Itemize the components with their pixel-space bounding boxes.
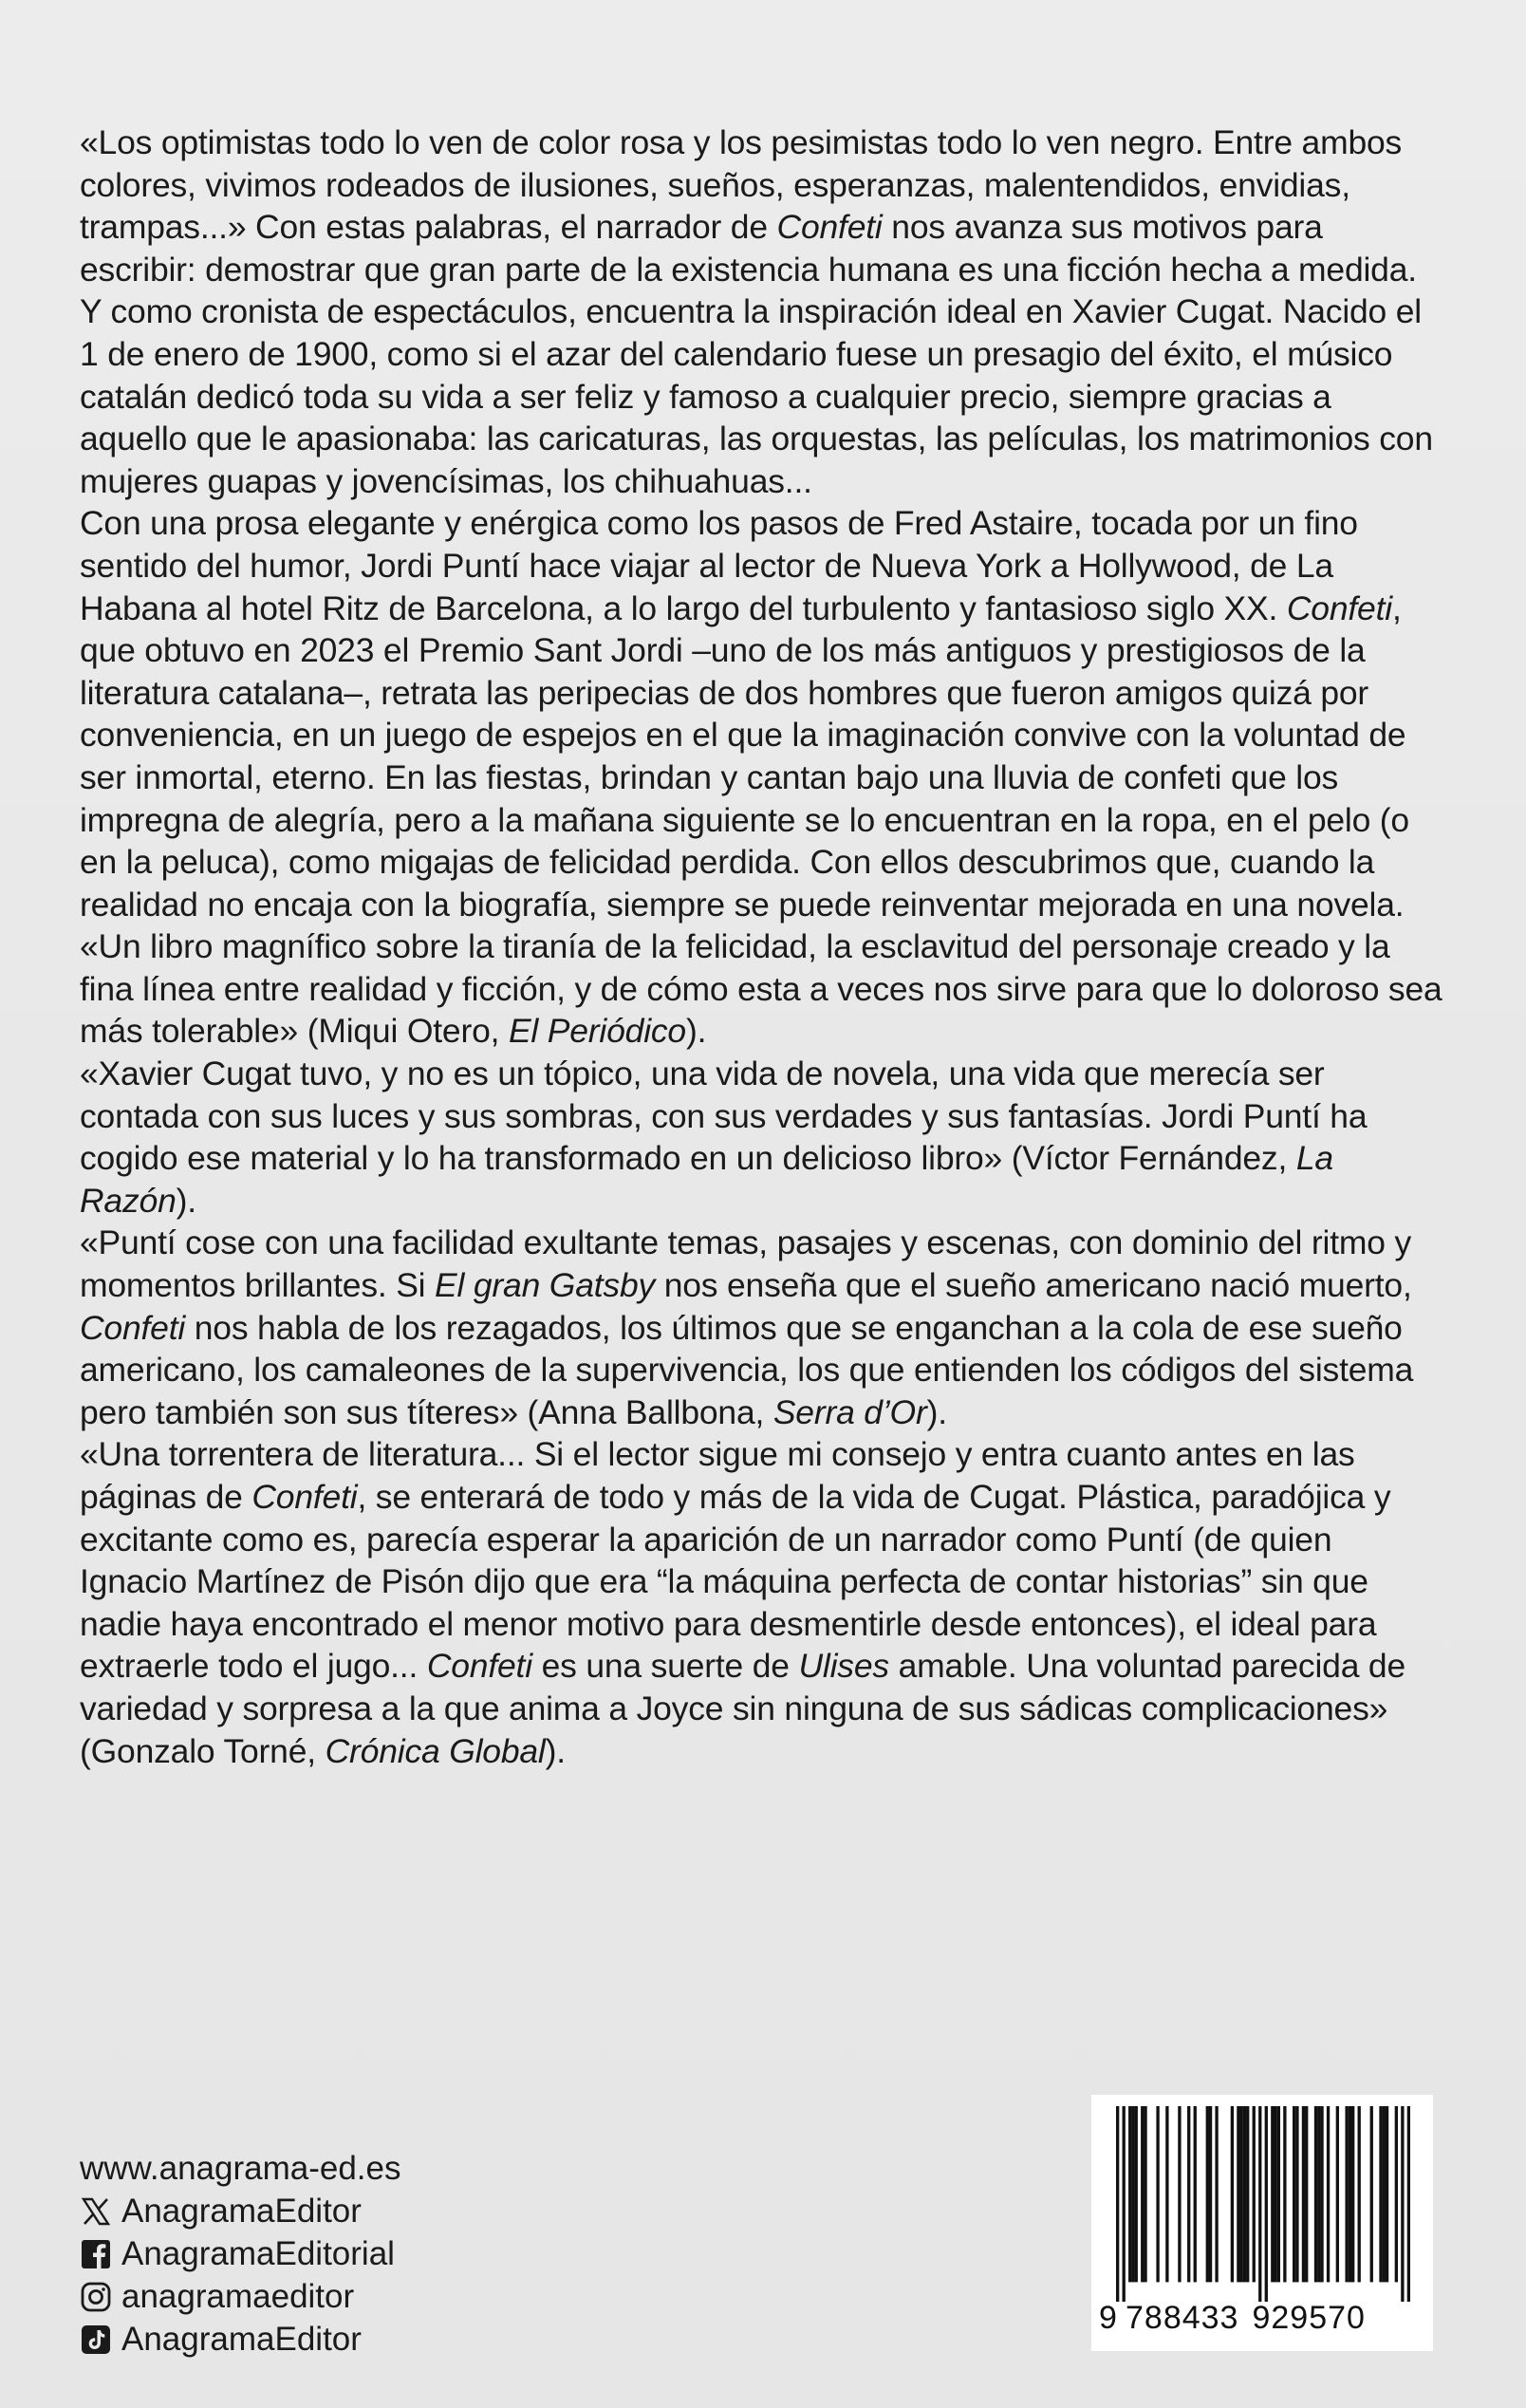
barcode-bar <box>1314 2106 1317 2282</box>
synopsis-paragraph-2: Con una prosa elegante y enérgica como los pasos de Fred Astaire, tocada por un fino sentido del humor, Jordi Puntí hace viajar al lector de Nueva York a Hollywood, de La Habana al hotel Ritz de Barcelona, a lo largo del turbulento y fantasioso siglo XX. Confeti, que obtuvo en 2023 el Premio Sant Jordi –uno de los más antiguos y prestigiosos de la literatura catalana–, retrata las peripecias de dos hombres que fueron amigos quizá por conveniencia, en un juego de espejos en el que la imaginación convive con la voluntad de ser inmortal, eterno. En las fiestas, brindan y cantan bajo una lluvia de confeti que los impregna de alegría, pero a la mañana siguiente se lo encuentran en la ropa, en el pelo (o en la peluca), como migajas de felicidad perdida. Con ellos descubrimos que, cuando la realidad no encaja con la biografía, siempre se puede reinventar mejorada en una novela. <box>80 504 1409 924</box>
barcode-bar <box>1358 2106 1361 2282</box>
barcode-bar <box>1336 2106 1339 2282</box>
x-account[interactable] <box>80 2190 401 2232</box>
review-quote-fernandez: «Xavier Cugat tuvo, y no es un tópico, una vida de novela, una vida que merecía ser contada con sus luces y sus sombras, con sus verdades y sus fantasías. Jordi Puntí ha cogido ese material y lo ha transformado en un delicioso libro» (Víctor Fernández, La Razón). <box>80 1055 1368 1220</box>
instagram-icon <box>80 2281 112 2313</box>
barcode-bar <box>1209 2106 1212 2282</box>
barcode-bar <box>1258 2106 1261 2302</box>
barcode-bar <box>1383 2106 1386 2282</box>
barcode-bar <box>1141 2106 1144 2282</box>
barcode-bar <box>1379 2106 1382 2282</box>
tiktok-account[interactable] <box>80 2318 401 2361</box>
barcode-bar <box>1349 2106 1351 2282</box>
instagram-handle[interactable]: anagramaeditor <box>121 2278 355 2315</box>
barcode-bar <box>1253 2106 1256 2282</box>
barcode-bar <box>1246 2106 1249 2282</box>
barcode-bar <box>1274 2106 1276 2282</box>
italic-title: Confeti <box>80 1308 186 1347</box>
barcode-bar <box>1407 2106 1410 2302</box>
barcode-bar <box>1370 2106 1373 2282</box>
italic-title: Confeti <box>1286 588 1392 627</box>
barcode-bar <box>1302 2106 1305 2282</box>
barcode-bar <box>1305 2106 1308 2282</box>
barcode-bar <box>1215 2106 1218 2282</box>
barcode-bar <box>1240 2106 1243 2282</box>
barcode-bar <box>1283 2106 1286 2282</box>
publisher-contacts <box>80 2147 401 2361</box>
barcode-bar <box>1178 2106 1181 2282</box>
tiktok-icon <box>80 2324 112 2356</box>
barcode-bar <box>1116 2106 1119 2302</box>
barcode-bar <box>1135 2106 1138 2282</box>
barcode-bar <box>1265 2106 1268 2302</box>
barcode-bar <box>1271 2106 1274 2282</box>
barcode-bar <box>1277 2106 1280 2282</box>
italic-title: El gran Gatsby <box>435 1266 656 1305</box>
facebook-handle[interactable]: AnagramaEditorial <box>121 2235 395 2272</box>
barcode-bar <box>1156 2106 1159 2282</box>
italic-title: Crónica Global <box>325 1731 546 1770</box>
website-link[interactable] <box>80 2147 401 2190</box>
barcode-bar <box>1131 2106 1134 2282</box>
barcode-bar <box>1327 2106 1330 2282</box>
barcode-bar <box>1320 2106 1323 2282</box>
website-url[interactable]: www.anagrama-ed.es <box>80 2150 401 2187</box>
barcode-bar <box>1395 2106 1398 2282</box>
barcode-bar <box>1351 2106 1354 2282</box>
barcode-bar <box>1165 2106 1168 2282</box>
barcode-bars <box>1116 2106 1410 2302</box>
barcode-bar <box>1144 2106 1146 2282</box>
italic-title: Confeti <box>251 1478 358 1516</box>
facebook-account[interactable] <box>80 2232 401 2275</box>
barcode-bar <box>1187 2106 1190 2282</box>
isbn-right-digits: 929570 <box>1252 2300 1366 2336</box>
review-quote-otero: «Un libro magnífico sobre la tiranía de la felicidad, la esclavitud del personaje creado y la fina línea entre realidad y ficción, y de cómo esta a veces nos sirve para que lo doloroso sea más tolerable» (Miqui Otero, El Periódico). <box>80 927 1442 1051</box>
barcode-bar <box>1128 2106 1131 2282</box>
italic-title: Confeti <box>426 1647 532 1686</box>
barcode-bar <box>1231 2106 1234 2282</box>
x-logo-icon <box>80 2195 112 2228</box>
barcode-bar <box>1206 2106 1209 2282</box>
italic-title: Ulises <box>798 1647 889 1686</box>
isbn-left-digits: 788433 <box>1126 2300 1239 2336</box>
barcode-bar <box>1194 2106 1197 2282</box>
review-quote-torne: «Una torrentera de literatura... Si el lector sigue mi consejo y entra cuanto antes en las páginas de Confeti, se enterará de todo y más de la vida de Cugat. Plástica, paradójica y excitante como es, parecía esperar la aparición de un narrador como Puntí (de quien Ignacio Martínez de Pisón dijo que era “la máquina perfecta de contar historias” sin que nadie haya encontrado el menor motivo para desmentirle desde entonces), el ideal para extraerle todo el jugo... Confeti es una suerte de Ulises amable. Una voluntad parecida de variedad y sorpresa a la que anima a Joyce sin ninguna de sus sádicas complicaciones» (Gonzalo Torné, Crónica Global). <box>80 1435 1405 1770</box>
synopsis-paragraph-1: «Los optimistas todo lo ven de color rosa y los pesimistas todo lo ven negro. Entre ambos colores, vivimos rodeados de ilusiones, sueños, esperanzas, malentendidos, envidias, trampas...» Con estas palabras, el narrador de Confeti nos avanza sus motivos para escribir: demostrar que gran parte de la existencia humana es una ficción hecha a medida. Y como cronista de espectáculos, encuentra la inspiración ideal en Xavier Cugat. Nacido el 1 de enero de 1900, como si el azar del calendario fuese un presagio del éxito, el músico catalán dedicó toda su vida a ser feliz y famoso a cualquier precio, siempre gracias a aquello que le apasionaba: las caricaturas, las orquestas, las películas, los matrimonios con mujeres guapas y jovencísimas, los chihuahuas... <box>80 123 1433 500</box>
barcode-bar <box>1123 2106 1126 2302</box>
barcode-bar <box>1401 2106 1404 2302</box>
italic-title: El Periódico <box>508 1012 686 1051</box>
barcode-bar <box>1317 2106 1320 2282</box>
book-blurb <box>80 121 1446 1772</box>
barcode-bar <box>1293 2106 1295 2282</box>
review-quote-ballbona: «Puntí cose con una facilidad exultante temas, pasajes y escenas, con dominio del ritmo y momentos brillantes. Si El gran Gatsby nos enseña que el sueño americano nació muerto, Confeti nos habla de los rezagados, los últimos que se enganchan a la cola de ese sueño americano, los camaleones de la supervivencia, los que entienden los códigos del sistema pero también son sus títeres» (Anna Ballbona, Serra d’Or). <box>80 1223 1414 1431</box>
barcode-bar <box>1295 2106 1298 2282</box>
barcode-bar <box>1345 2106 1348 2282</box>
x-handle[interactable]: AnagramaEditor <box>121 2193 362 2230</box>
instagram-account[interactable] <box>80 2275 401 2318</box>
facebook-icon <box>80 2238 112 2270</box>
italic-title: Serra d’Or <box>772 1392 927 1431</box>
barcode-bar <box>1386 2106 1388 2282</box>
isbn-barcode <box>1091 2095 1433 2351</box>
italic-title: Confeti <box>776 208 883 247</box>
isbn-first-digit: 9 <box>1099 2300 1118 2336</box>
tiktok-handle[interactable]: AnagramaEditor <box>121 2321 362 2358</box>
barcode-bar <box>1243 2106 1246 2282</box>
isbn-digits <box>1091 2300 1433 2337</box>
barcode-bar <box>1237 2106 1239 2282</box>
italic-title: La Razón <box>80 1139 1333 1220</box>
